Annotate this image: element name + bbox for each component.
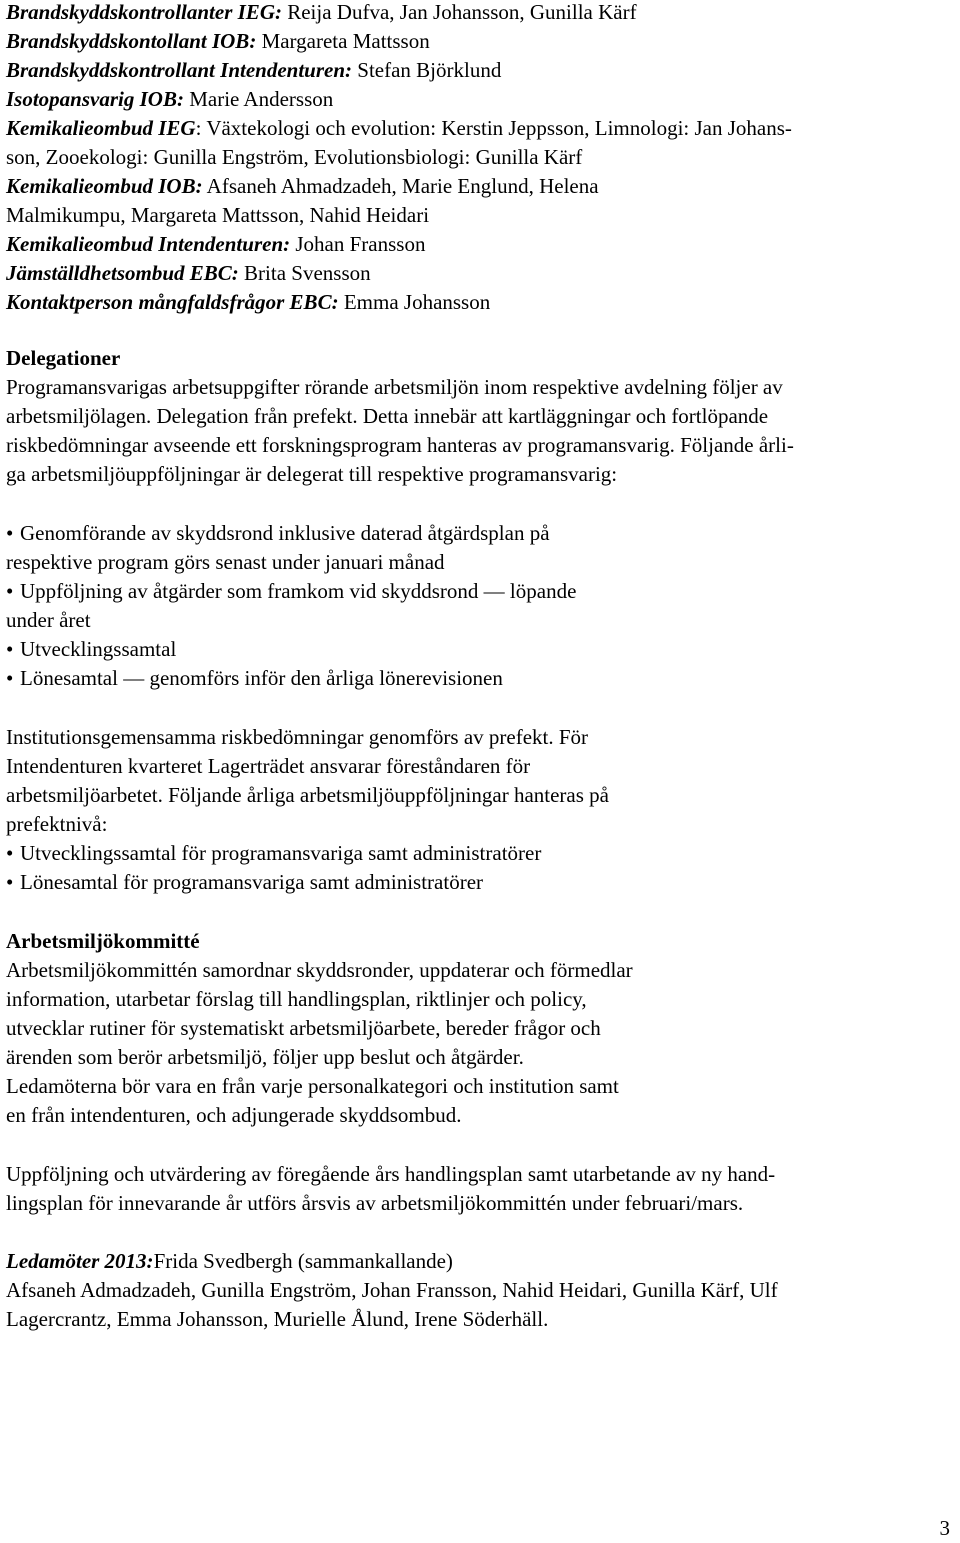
list-item — [6, 868, 483, 897]
paragraph-line: information, utarbetar förslag till handlingsplan, riktlinjer och policy, — [6, 987, 587, 1011]
bullet-icon: • — [6, 870, 14, 894]
role-line — [6, 0, 637, 27]
section-heading-delegationer: Delegationer — [6, 346, 121, 370]
paragraph-line: Arbetsmiljökommittén samordnar skyddsronder, uppdaterar och förmedlar — [6, 958, 633, 982]
bullet-icon: • — [6, 637, 14, 661]
list-item — [6, 635, 176, 664]
paragraph-line: ärenden som berör arbetsmiljö, följer upp beslut och åtgärder. — [6, 1045, 524, 1069]
role-label: Kemikalieombud IOB: — [6, 174, 203, 198]
role-line — [6, 259, 371, 288]
paragraph-line: lingsplan för innevarande år utförs årsvis av arbetsmiljökommittén under februari/mars. — [6, 1191, 744, 1215]
list-item — [6, 519, 550, 548]
role-label: Brandskyddskontollant IOB: — [6, 29, 257, 53]
list-item-text: Utvecklingssamtal för programansvariga samt administratörer — [20, 841, 542, 865]
members-first: Frida Svedbergh (sammankallande) — [153, 1249, 453, 1273]
paragraph-line: riskbedömningar avseende ett forskningsprogram hanteras av programansvarig. Följande årli- — [6, 433, 794, 457]
role-value: Marie Andersson — [183, 87, 334, 111]
role-label: Kontaktperson mångfaldsfrågor EBC: — [6, 290, 339, 314]
role-line — [6, 288, 490, 317]
bullet-icon: • — [6, 579, 14, 603]
members-label: Ledamöter 2013: — [6, 1249, 154, 1273]
page-number: 3 — [939, 1516, 950, 1540]
paragraph-line: arbetsmiljölagen. Delegation från prefekt. Detta innebär att kartläggningar och fortlöpande — [6, 404, 769, 428]
role-label: Brandskyddskontrollant Intendenturen: — [6, 58, 353, 82]
role-line — [6, 172, 599, 201]
role-value: Malmikumpu, Margareta Mattsson, Nahid Heidari — [6, 203, 430, 227]
role-line — [6, 143, 582, 172]
list-item-text: Uppföljning av åtgärder som framkom vid skyddsrond — löpande — [20, 579, 577, 603]
members-line — [6, 1247, 453, 1276]
members-line: Lagercrantz, Emma Johansson, Murielle Ålund, Irene Söderhäll. — [6, 1307, 549, 1331]
list-item-continuation: under året — [6, 608, 91, 632]
bullet-icon: • — [6, 841, 14, 865]
list-item — [6, 839, 541, 868]
role-value: Johan Fransson — [290, 232, 426, 256]
role-line — [6, 56, 501, 85]
paragraph-line: Ledamöterna bör vara en från varje personalkategori och institution samt — [6, 1074, 619, 1098]
members-line: Afsaneh Admadzadeh, Gunilla Engström, Johan Fransson, Nahid Heidari, Gunilla Kärf, Ulf — [6, 1278, 778, 1302]
role-value: Brita Svensson — [238, 261, 371, 285]
role-line — [6, 230, 425, 259]
paragraph-line: arbetsmiljöarbetet. Följande årliga arbetsmiljöuppföljningar hanteras på — [6, 783, 609, 807]
role-value: Emma Johansson — [338, 290, 491, 314]
paragraph-line: Uppföljning och utvärdering av föregående års handlingsplan samt utarbetande av ny hand- — [6, 1162, 776, 1186]
list-item — [6, 664, 503, 693]
role-label: Isotopansvarig IOB: — [6, 87, 184, 111]
role-label: Jämställdhetsombud EBC: — [6, 261, 239, 285]
paragraph-line: Institutionsgemensamma riskbedömningar genomförs av prefekt. För — [6, 725, 589, 749]
role-line — [6, 85, 333, 114]
paragraph-line: en från intendenturen, och adjungerade skyddsombud. — [6, 1103, 462, 1127]
list-item-text: Lönesamtal för programansvariga samt administratörer — [20, 870, 484, 894]
list-item-text: Lönesamtal — genomförs inför den årliga lönerevisionen — [20, 666, 503, 690]
section-heading-kommitte: Arbetsmiljökommitté — [6, 929, 200, 953]
role-line — [6, 201, 429, 230]
role-line — [6, 27, 430, 56]
role-value: Margareta Mattsson — [256, 29, 430, 53]
role-value: Stefan Björklund — [352, 58, 502, 82]
role-label: Kemikalieombud IEG — [6, 116, 196, 140]
role-value: : Växtekologi och evolution: Kerstin Jeppsson, Limnologi: Jan Johans- — [195, 116, 792, 140]
list-item-continuation: respektive program görs senast under januari månad — [6, 550, 445, 574]
paragraph-line: ga arbetsmiljöuppföljningar är delegerat till respektive programansvarig: — [6, 462, 618, 486]
role-value: son, Zooekologi: Gunilla Engström, Evolutionsbiologi: Gunilla Kärf — [6, 145, 583, 169]
paragraph-line: utvecklar rutiner för systematiskt arbetsmiljöarbete, bereder frågor och — [6, 1016, 601, 1040]
role-label: Kemikalieombud Intendenturen: — [6, 232, 291, 256]
bullet-icon: • — [6, 666, 14, 690]
paragraph-line: Intendenturen kvarteret Lagerträdet ansvarar föreståndaren för — [6, 754, 531, 778]
role-value: Reija Dufva, Jan Johansson, Gunilla Kärf — [281, 0, 637, 24]
bullet-icon: • — [6, 521, 14, 545]
list-item-text: Genomförande av skyddsrond inklusive daterad åtgärdsplan på — [20, 521, 550, 545]
list-item-text: Utvecklingssamtal — [20, 637, 177, 661]
paragraph-line: prefektnivå: — [6, 812, 108, 836]
role-label: Brandskyddskontrollanter IEG: — [6, 0, 282, 24]
paragraph-line: Programansvarigas arbetsuppgifter rörande arbetsmiljön inom respektive avdelning följer av — [6, 375, 783, 399]
role-line — [6, 114, 792, 143]
list-item — [6, 577, 576, 606]
role-value: Afsaneh Ahmadzadeh, Marie Englund, Helena — [202, 174, 599, 198]
